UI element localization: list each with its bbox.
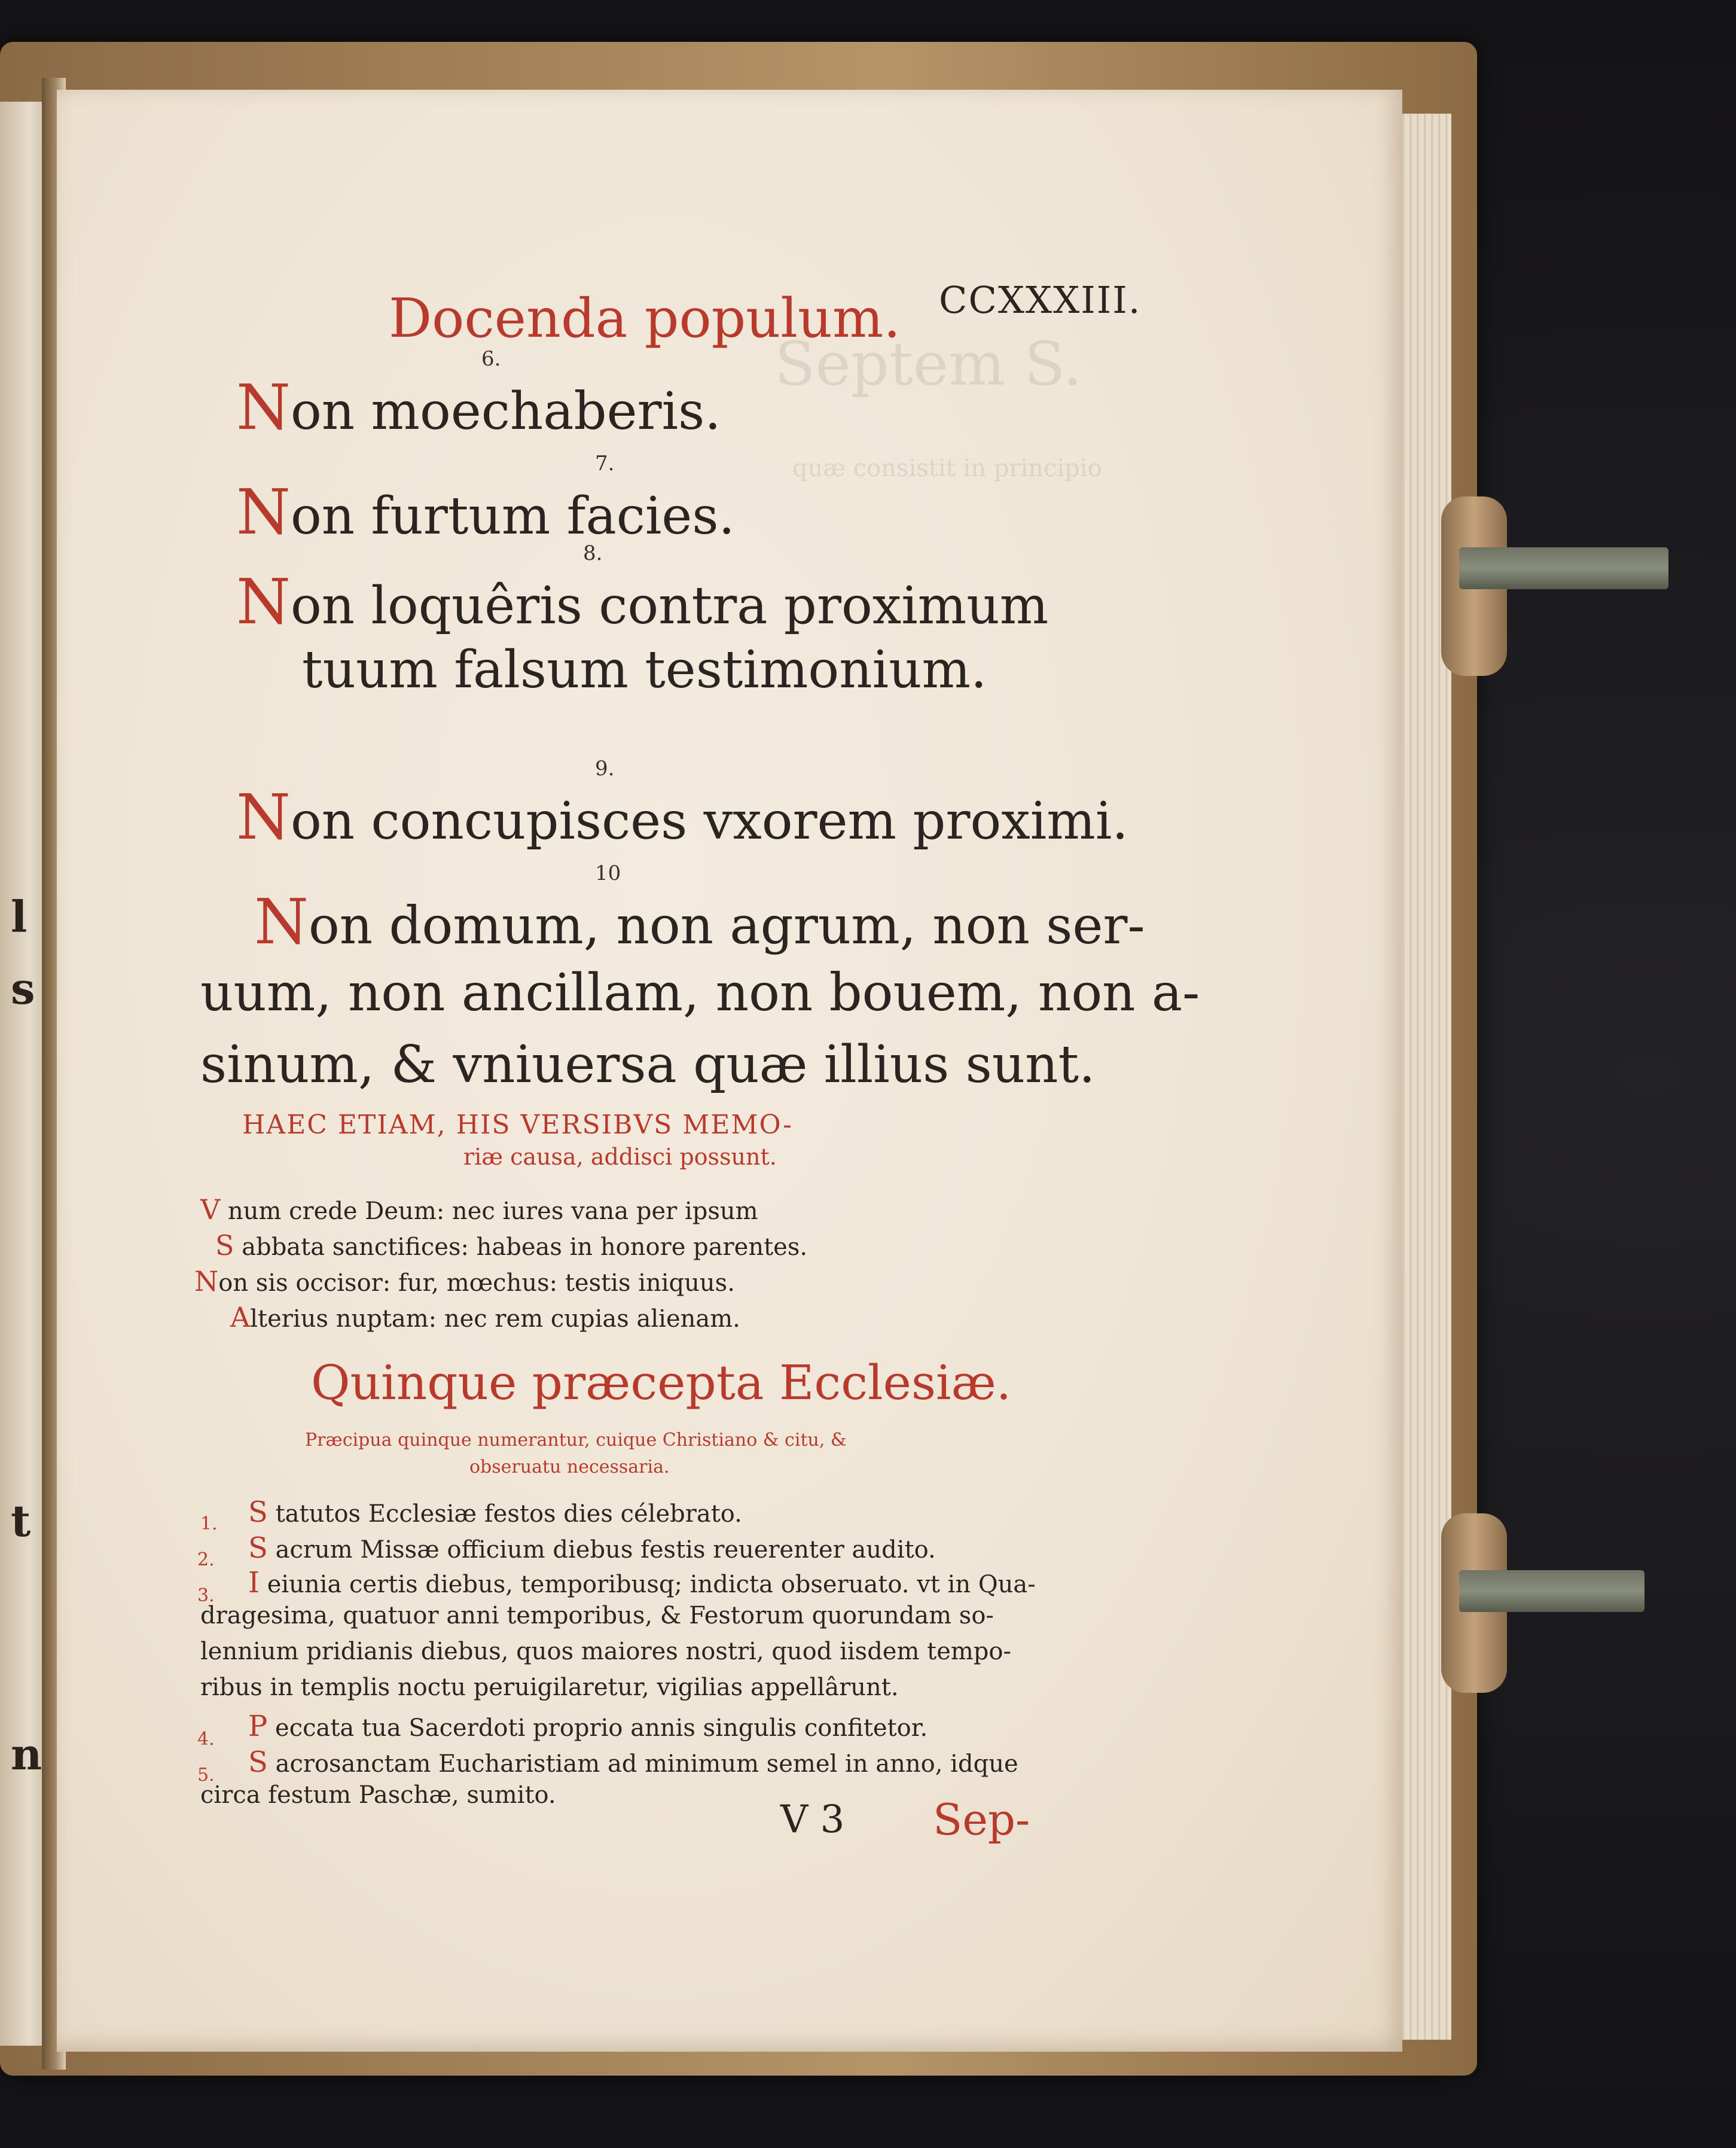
memory-verse [230,1301,740,1333]
initial-letter: N [254,885,309,958]
commandment-continuation: uum, non ancillam, non bouem, non a- [200,963,1200,1023]
precept-continuation: circa festum Paschæ, sumito. [200,1781,556,1809]
show-through-text: quæ consistit in principio [792,455,1102,482]
commandment-text: on moechaberis. [291,382,721,441]
precept-continuation: ribus in templis noctu peruigilaretur, vigilias appellârunt. [200,1674,899,1701]
precept-number: 5. [197,1765,215,1786]
precept-text: eiunia certis diebus, temporibusq; indicta obseruato. vt in Qua- [267,1571,1036,1598]
verse-initial: N [194,1265,219,1297]
left-mark: l [11,891,28,942]
verse-text: num crede Deum: nec iures vana per ipsum [227,1198,758,1225]
commandment-text: on loquêris contra proximum [291,576,1049,636]
folio-number: CCXXXIII. [939,278,1142,322]
precept-text: tatutos Ecclesiæ festos dies célebrato. [275,1500,742,1528]
left-mark: n [11,1729,42,1780]
signature-mark: V 3 [780,1797,845,1842]
precept-initial: P [248,1710,268,1743]
memory-verse [194,1265,735,1297]
commandment-line [236,565,1048,638]
precept-line [248,1566,1036,1599]
verse-text: lterius nuptam: nec rem cupias alienam. [250,1305,740,1333]
precept-line [248,1745,1018,1779]
commandment-line [236,476,735,549]
memory-verse [200,1193,758,1226]
commandment-continuation: tuum falsum testimonium. [302,640,987,700]
precept-initial: S [248,1745,268,1779]
memory-verse [215,1229,807,1262]
initial-letter: N [236,781,291,854]
commandment-number: 10 [595,861,621,885]
commandment-line [236,781,1128,854]
precept-initial: S [248,1495,268,1529]
precept-number: 2. [197,1549,215,1570]
show-through-text: Septem S. [774,329,1082,399]
commandment-number: 7. [595,452,615,476]
commandment-number: 9. [595,757,615,781]
precept-line [248,1531,936,1565]
page-title: Docenda populum. [389,287,901,350]
verses-heading-cont: riæ causa, addisci possunt. [463,1144,777,1170]
upper-clasp-strap [1459,547,1668,589]
commandment-line [254,885,1145,958]
left-mark: s [11,963,35,1014]
verse-initial: S [215,1229,234,1262]
commandment-text: on domum, non agrum, non ser- [309,896,1145,956]
verse-initial: V [200,1193,221,1226]
commandment-text: on furtum facies. [291,486,735,546]
precept-initial: I [248,1566,260,1599]
left-mark: t [11,1495,31,1546]
precept-number: 3. [197,1585,215,1606]
precept-number: 1. [200,1513,218,1534]
precept-initial: S [248,1531,268,1565]
lower-clasp-strap [1459,1570,1645,1612]
verses-heading: HAEC ETIAM, HIS VERSIBVS MEMO- [242,1110,794,1140]
initial-letter: N [236,476,291,549]
precept-line [248,1495,742,1529]
commandment-number: 6. [481,347,501,371]
right-page [57,90,1402,2052]
commandment-number: 8. [583,541,603,565]
verse-text: on sis occisor: fur, mœchus: testis iniquus. [218,1269,735,1297]
verse-initial: A [230,1301,251,1333]
precept-continuation: dragesima, quatuor anni temporibus, & Festorum quorundam so- [200,1602,994,1629]
precept-text: acrum Missæ officium diebus festis reuerenter audito. [275,1536,936,1564]
precepts-subtitle: Præcipua quinque numerantur, cuique Christiano & citu, & [305,1430,847,1451]
precepts-subtitle-cont: obseruatu necessaria. [469,1457,670,1477]
precept-text: acrosanctam Eucharistiam ad minimum semel in anno, idque [275,1750,1018,1778]
precepts-title: Quinque præcepta Ecclesiæ. [311,1355,1012,1410]
commandment-text: on concupisces vxorem proximi. [291,791,1128,851]
precept-number: 4. [197,1729,215,1750]
precept-line [248,1710,928,1743]
precept-text: eccata tua Sacerdoti proprio annis singulis confitetor. [275,1714,928,1742]
verse-text: abbata sanctifices: habeas in honore parentes. [242,1233,808,1261]
commandment-continuation: sinum, & vniuersa quæ illius sunt. [200,1035,1096,1095]
precept-continuation: lennium pridianis diebus, quos maiores nostri, quod iisdem tempo- [200,1638,1011,1665]
commandment-line [236,371,721,444]
page-edges [1396,114,1451,2040]
initial-letter: N [236,565,291,638]
catchword: Sep- [933,1794,1030,1845]
initial-letter: N [236,371,291,444]
